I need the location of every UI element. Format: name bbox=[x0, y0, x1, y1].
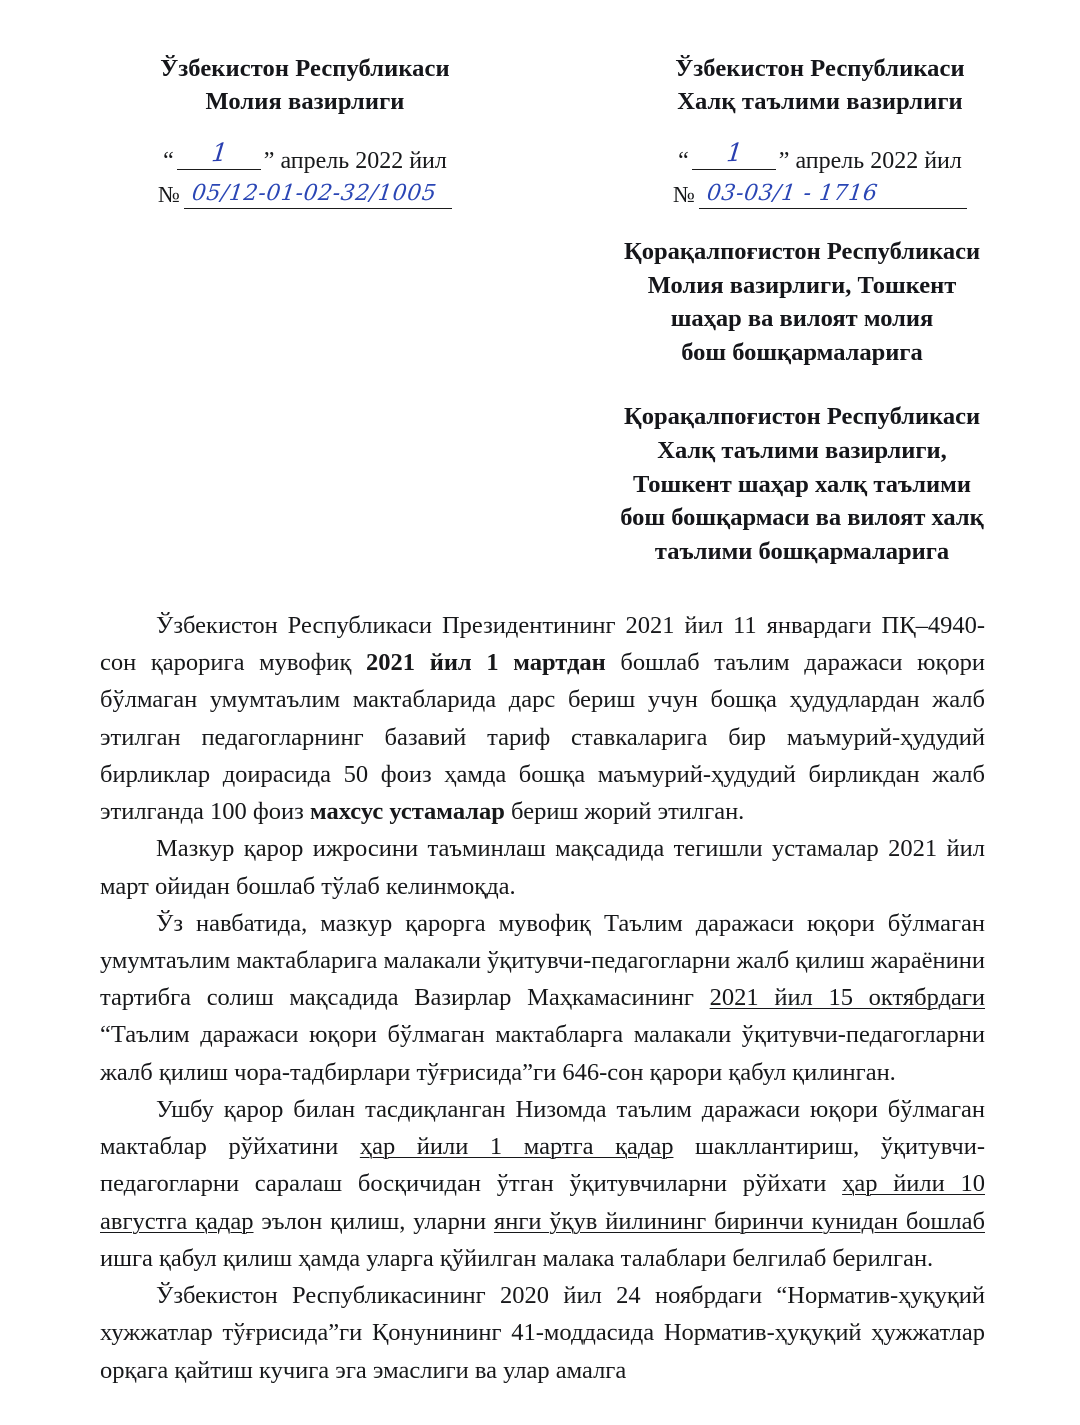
emphasis-bold: 2021 йил 1 мартдан bbox=[366, 649, 606, 677]
left-number-label: № bbox=[158, 181, 180, 207]
addressee-line: Молия вазирлиги, Тошкент bbox=[647, 271, 957, 299]
addressee-line: бош бошқармаларига bbox=[681, 339, 923, 367]
emphasis-underline: 2021 йил 15 октябрдаги bbox=[709, 984, 986, 1012]
body-run: Ўзбекистон Республикасининг 2020 йил 24 ноябрдаги “Норматив-ҳуқуқий хужжатлар тўғрисида”ги Қонунининг 41-моддасида Норматив-ҳуқуқий ҳужжатлар орқага қайтиш кучига эга эмаслиги ва улар амалга bbox=[100, 1282, 985, 1384]
left-day-blank bbox=[177, 138, 261, 170]
body-run: Мазкур қарор ижросини таъминлаш мақсадида тегишли устамалар 2021 йил март ойидан бошлаб тўлаб келинмоқда. bbox=[100, 835, 985, 900]
emphasis-bold: махсус устамалар bbox=[309, 798, 505, 826]
right-number-row bbox=[610, 180, 1030, 209]
emphasis-underline: ҳар йили 1 мартга қадар bbox=[359, 1133, 674, 1161]
right-quote-close: ” bbox=[778, 148, 790, 175]
left-number-underline bbox=[184, 180, 452, 209]
body-paragraph bbox=[100, 830, 985, 904]
emphasis-underline: янги ўқув йилининг биринчи кунидан бошлаб bbox=[493, 1207, 985, 1235]
addressee-line: Қорақалпоғистон Республикаси bbox=[623, 402, 981, 430]
document-body bbox=[0, 607, 1080, 1389]
body-run: эълон қилиш, уларни bbox=[253, 1207, 494, 1235]
body-paragraph bbox=[100, 905, 985, 1091]
addressee-line: бош бошқармаси ва вилоят халқ bbox=[620, 504, 984, 532]
right-day-blank bbox=[692, 138, 776, 170]
left-day-handwritten: 1 bbox=[209, 138, 228, 168]
right-date-row bbox=[610, 138, 1030, 176]
body-paragraph bbox=[100, 1277, 985, 1389]
addressee-line: Тошкент шаҳар халқ таълими bbox=[633, 470, 971, 498]
left-month-year: апрель 2022 йил bbox=[280, 148, 447, 175]
addressee-line: Қорақалпоғистон Республикаси bbox=[623, 237, 981, 265]
right-quote-open: “ bbox=[678, 148, 689, 175]
body-run: Ушбу қарор билан тасдиқланган Низомда таълим даражаси юқори бўлмаган мактаблар рўйхатини bbox=[100, 1095, 985, 1161]
addressee-line: Халқ таълими вазирлиги, bbox=[657, 436, 947, 464]
right-number-label: № bbox=[673, 181, 695, 207]
addressee-line: шаҳар ва вилоят молия bbox=[670, 305, 934, 333]
left-quote-close: ” bbox=[263, 148, 275, 175]
left-quote-open: “ bbox=[163, 148, 174, 175]
right-org-name bbox=[610, 52, 1030, 118]
body-paragraph bbox=[100, 1091, 985, 1277]
left-date-row bbox=[95, 138, 515, 176]
right-number-handwritten: 03-03/1 - 1716 bbox=[705, 180, 880, 206]
right-org-line2: Халқ таълими вазирлиги bbox=[677, 88, 963, 116]
body-run: “Таълим даражаси юқори бўлмаган мактабларга малакали ўқитувчи-педагогларни жалб қилиш чора-тадбирлари тўғрисида”ги 646-сон қарори қабул қилинган. bbox=[100, 1021, 985, 1086]
addressee-block-education bbox=[582, 400, 1022, 569]
body-run: ишга қабул қилиш ҳамда уларга қўйилган малака талаблари белгилаб берилган. bbox=[100, 1244, 934, 1272]
left-number-row bbox=[95, 180, 515, 209]
emphasis-underline: ҳар йили 10 августга қадар bbox=[100, 1170, 985, 1235]
right-day-handwritten: 1 bbox=[724, 138, 743, 168]
body-run: бериш жорий этилган. bbox=[504, 798, 745, 826]
addressee-section bbox=[0, 235, 1080, 569]
addressee-block-finance bbox=[582, 235, 1022, 370]
right-month-year: апрель 2022 йил bbox=[795, 148, 962, 175]
body-run: Ўз навбатида, мазкур қарорга мувофиқ Таълим даражаси юқори бўлмаган умумтаълим мактабларига малакали ўқитувчи-педагогларни жалб қилиш жараёнини тартибга солиш мақсадида Вазирлар Маҳкамасининг bbox=[100, 909, 985, 1012]
body-run: бошлаб таълим даражаси юқори бўлмаган умумтаълим мактабларида дарс бериш учун бошқа ҳудудлардан жалб этилган педагогларнинг базавий тариф ставкаларига бир маъмурий-ҳудудий бирликлар доирасида 50 фоиз ҳамда бошқа маъмурий-ҳудудий бирликдан жалб этилганда 100 фоиз bbox=[100, 649, 985, 826]
left-org-name bbox=[95, 52, 515, 118]
left-number-handwritten: 05/12-01-02-32/1005 bbox=[190, 180, 438, 206]
right-org-line1: Ўзбекистон Республикаси bbox=[675, 55, 965, 82]
body-paragraph bbox=[100, 607, 985, 830]
body-run: Ўзбекистон Республикаси Президентининг 2021 йил 11 январдаги ПҚ–4940-сон қарорига мувофиқ bbox=[100, 611, 985, 677]
letterhead bbox=[0, 0, 1080, 209]
letterhead-right-block bbox=[610, 52, 1030, 209]
left-org-line2: Молия вазирлиги bbox=[205, 88, 405, 116]
body-run: шакллантириш, ўқитувчи-педагогларни саралаш босқичидан ўтган ўқитувчиларни рўйхати bbox=[100, 1133, 985, 1198]
addressee-line: таълими бошқармаларига bbox=[654, 538, 950, 566]
right-number-underline bbox=[699, 180, 967, 209]
left-org-line1: Ўзбекистон Республикаси bbox=[160, 55, 450, 82]
letterhead-left-block bbox=[95, 52, 515, 209]
